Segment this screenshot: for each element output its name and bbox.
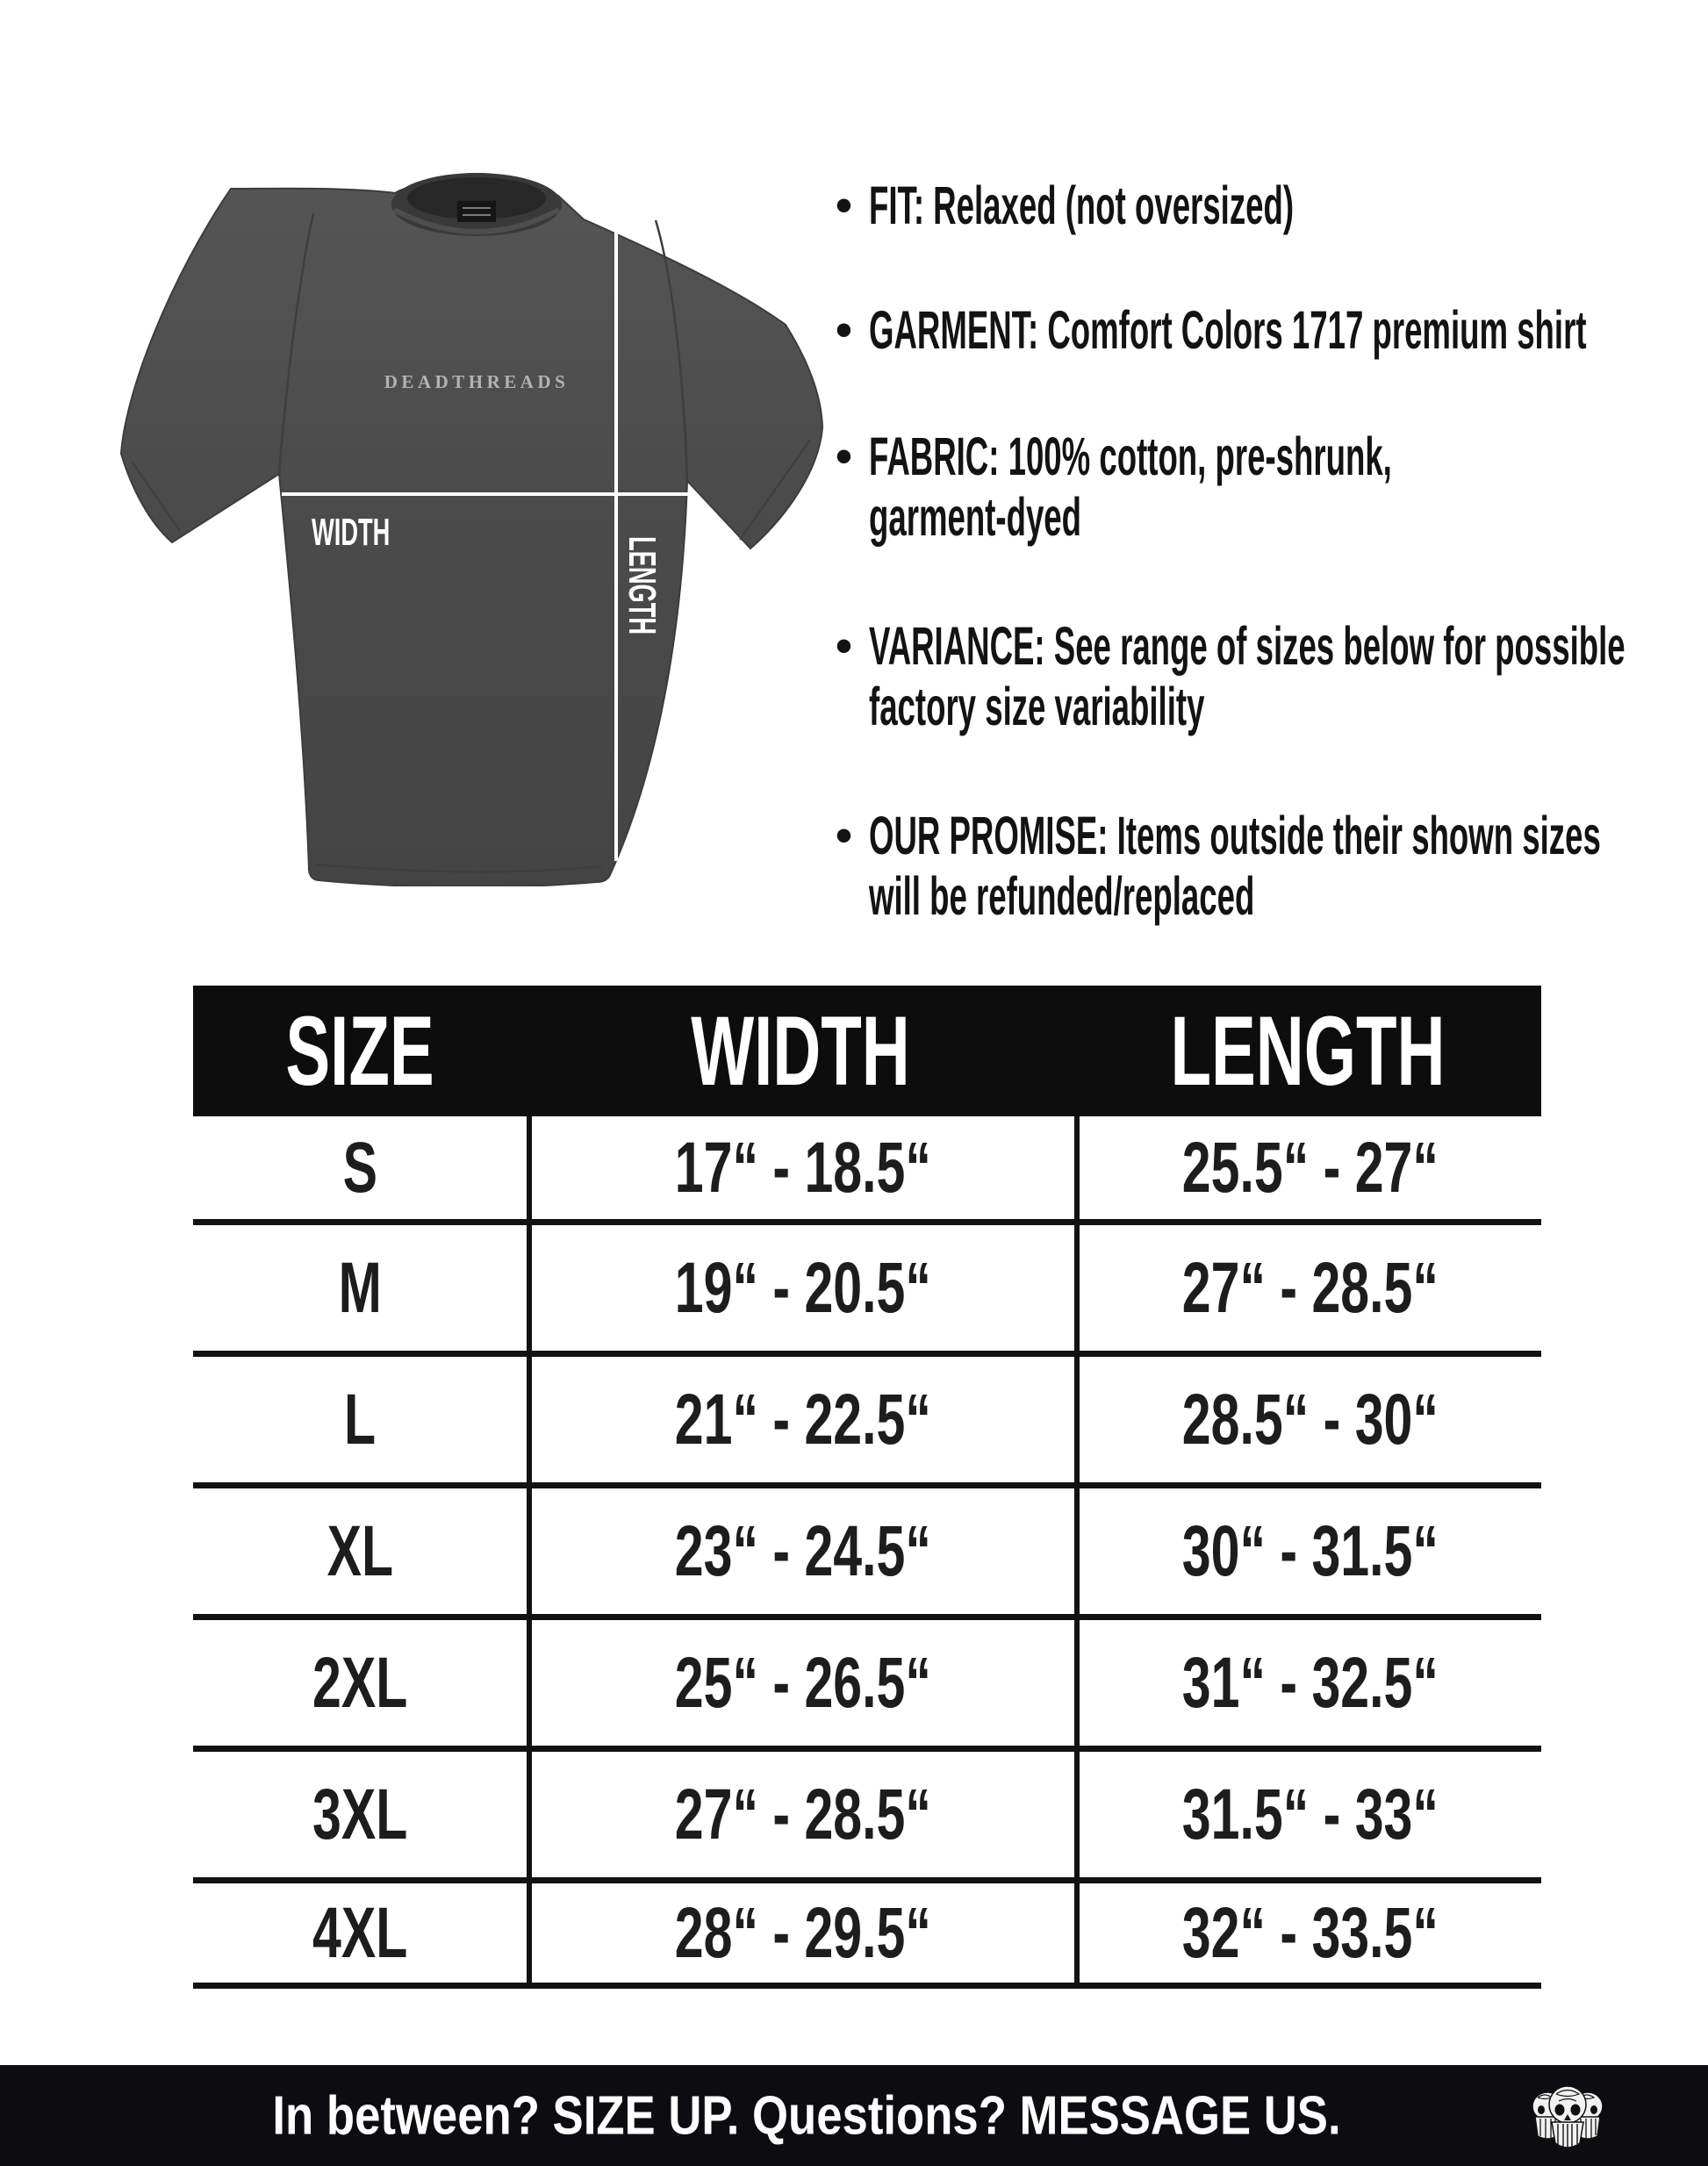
cell-length: 27“ - 28.5“ [1074,1225,1541,1351]
table-row-m [193,1225,1541,1357]
bullet-promise-line2: will be refunded/replaced [869,866,1255,926]
cell-length: 31.5“ - 33“ [1074,1752,1541,1877]
footer-message: In between? SIZE UP. Questions? MESSAGE US. [272,2085,1341,2146]
bullet-garment [836,300,1708,361]
size-table-header [193,986,1541,1116]
size-table [193,986,1541,1989]
bullet-dot: • [836,179,852,232]
table-row-2xl [193,1620,1541,1752]
header-size: SIZE [285,996,434,1106]
table-row-l [193,1357,1541,1488]
three-skulls-icon [1525,2085,1611,2152]
table-row-xl [193,1488,1541,1620]
cell-length: 28.5“ - 30“ [1074,1357,1541,1482]
cell-length: 32“ - 33.5“ [1074,1883,1541,1983]
bullet-fit-line1: FIT: Relaxed (not oversized) [869,176,1295,235]
bullet-variance-line1: VARIANCE: See range of sizes below for possible [869,616,1625,676]
bullet-variance [836,616,1708,737]
cell-width: 21“ - 22.5“ [527,1357,1074,1482]
cell-size: 3XL [312,1774,408,1854]
header-length: LENGTH [1170,996,1446,1106]
cell-size: M [338,1247,382,1328]
bullet-dot: • [836,809,852,862]
neck-tag [457,201,496,222]
cell-width: 28“ - 29.5“ [527,1883,1074,1983]
tshirt-diagram [83,110,829,886]
cell-size: S [342,1127,377,1208]
header-width: WIDTH [691,996,910,1106]
cell-width: 23“ - 24.5“ [527,1488,1074,1614]
bullet-variance-line2: factory size variability [869,677,1205,736]
cell-length: 30“ - 31.5“ [1074,1488,1541,1614]
cell-size: 2XL [312,1642,408,1723]
cell-size: 4XL [312,1892,408,1973]
table-row-3xl [193,1752,1541,1883]
bullet-promise [836,806,1708,927]
cell-length: 31“ - 32.5“ [1074,1620,1541,1746]
bullet-fabric-line1: FABRIC: 100% cotton, pre-shrunk, [869,427,1392,486]
cell-size: L [343,1379,377,1460]
length-label: LENGTH [621,536,664,635]
cell-width: 25“ - 26.5“ [527,1620,1074,1746]
cell-width: 27“ - 28.5“ [527,1752,1074,1877]
shirt-brand-print: DEADTHREADS [384,371,570,392]
bullet-dot: • [836,430,852,483]
cell-length: 25.5“ - 27“ [1074,1116,1541,1219]
bullet-fabric-line2: garment-dyed [869,487,1082,547]
cell-width: 17“ - 18.5“ [527,1116,1074,1219]
table-row-s [193,1116,1541,1225]
table-row-4xl [193,1883,1541,1989]
skull-center [1549,2086,1586,2149]
bullet-dot: • [836,304,852,356]
bullet-fit [836,176,1577,236]
cell-size: XL [327,1510,393,1591]
bullet-dot: • [836,620,852,672]
bullet-garment-line1: GARMENT: Comfort Colors 1717 premium shirt [869,300,1587,360]
tshirt-silhouette [121,182,822,886]
width-label: WIDTH [312,510,391,554]
bullet-promise-line1: OUR PROMISE: Items outside their shown sizes [869,806,1601,865]
bullet-fabric [836,427,1708,548]
footer-bar [0,2065,1708,2166]
cell-width: 19“ - 20.5“ [527,1225,1074,1351]
